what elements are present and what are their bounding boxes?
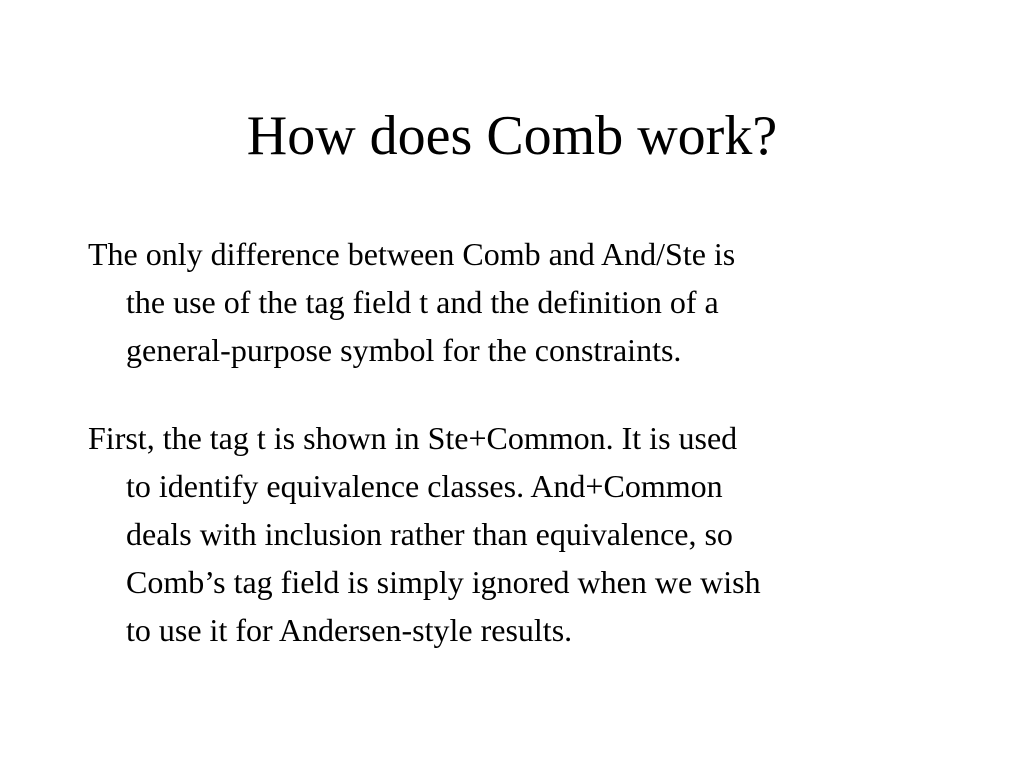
slide-body <box>88 230 948 694</box>
slide-title: How does Comb work? <box>246 105 778 167</box>
body-paragraph-1: The only difference between Comb and And/Ste is the use of the tag field t and the definition of a general-purpose symbol for the constraints. <box>88 236 736 368</box>
body-paragraph-2: First, the tag t is shown in Ste+Common. It is used to identify equivalence classes. And+Common deals with inclusion rather than equivalence, so Comb’s tag field is simply ignored when we wish to use it for Andersen-style results. <box>88 420 761 648</box>
